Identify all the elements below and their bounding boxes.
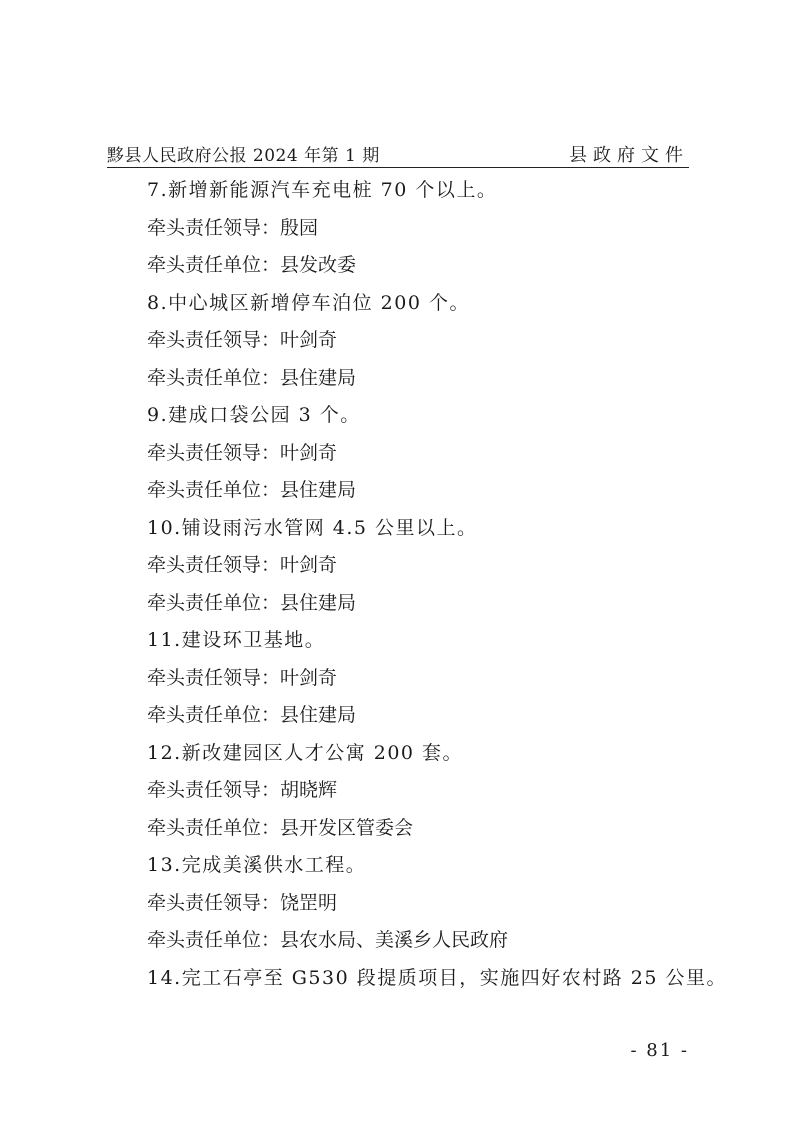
responsible-leader: 牵头责任领导：叶剑奇 [147, 441, 338, 464]
task-item-10: 10.铺设雨污水管网 4.5 公里以上。 [147, 516, 478, 539]
running-header [107, 139, 689, 168]
page-number: - 81 - [630, 1040, 689, 1061]
responsible-leader: 牵头责任领导：胡晓辉 [147, 779, 338, 801]
responsible-unit: 牵头责任单位：县住建局 [147, 704, 357, 726]
bulletin-title: 黟县人民政府公报 2024 年第 1 期 [107, 146, 380, 166]
task-item-14: 14.完工石亭至 G530 段提质项目，实施四好农村路 25 公里。 [147, 966, 727, 989]
responsible-leader: 牵头责任领导：叶剑奇 [147, 666, 338, 689]
responsible-unit: 牵头责任单位：县开发区管委会 [147, 816, 414, 839]
responsible-unit: 牵头责任单位：县住建局 [147, 366, 357, 389]
responsible-leader: 牵头责任领导：饶罡明 [147, 891, 338, 914]
responsible-leader: 牵头责任领导：叶剑奇 [147, 329, 338, 351]
task-item-8: 8.中心城区新增停车泊位 200 个。 [147, 291, 470, 314]
document-body [147, 172, 727, 997]
responsible-unit: 牵头责任单位：县住建局 [147, 591, 357, 614]
responsible-leader: 牵头责任领导：叶剑奇 [147, 554, 338, 576]
responsible-leader: 牵头责任领导：殷园 [147, 216, 319, 239]
task-item-12: 12.新改建园区人才公寓 200 套。 [147, 741, 464, 764]
responsible-unit: 牵头责任单位：县农水局、美溪乡人民政府 [147, 929, 509, 951]
task-item-13: 13.完成美溪供水工程。 [147, 854, 367, 876]
task-item-9: 9.建成口袋公园 3 个。 [147, 404, 361, 426]
task-item-7: 7.新增新能源汽车充电桩 70 个以上。 [147, 179, 498, 201]
responsible-unit: 牵头责任单位：县发改委 [147, 254, 357, 276]
task-item-11: 11.建设环卫基地。 [147, 629, 326, 651]
responsible-unit: 牵头责任单位：县住建局 [147, 479, 357, 501]
section-label: 县政府文件 [569, 145, 689, 166]
